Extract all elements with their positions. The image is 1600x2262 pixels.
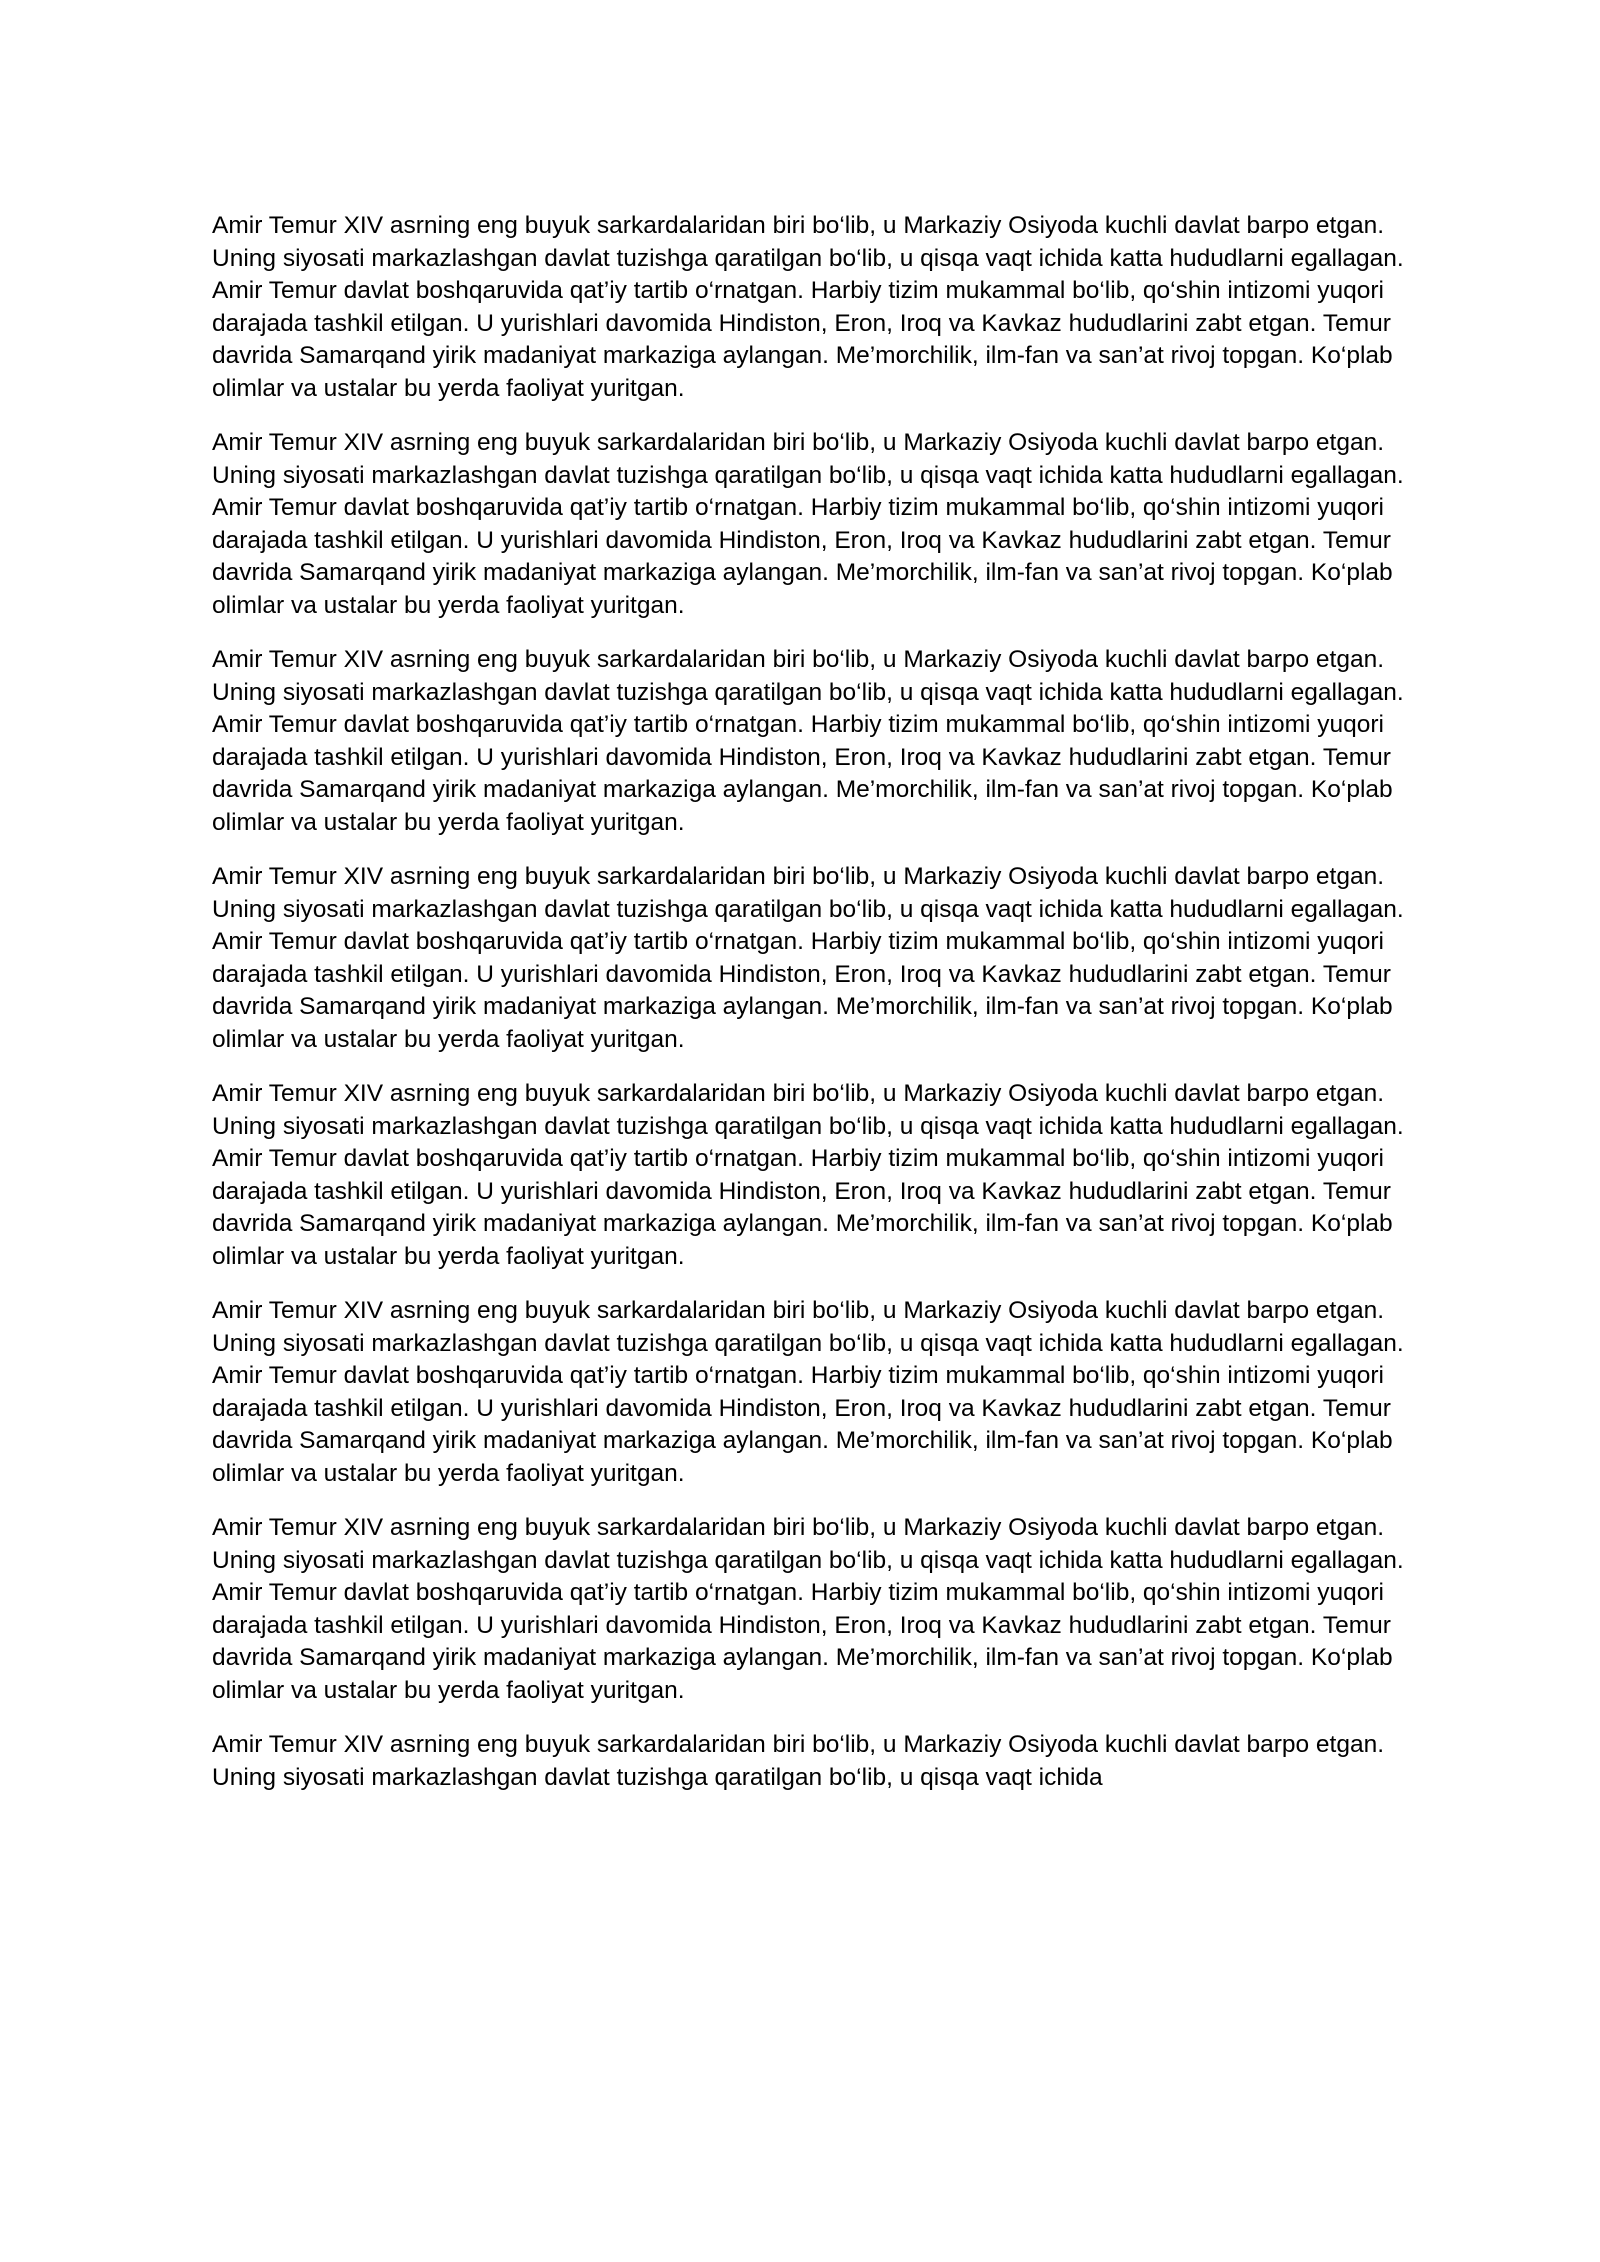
paragraph-5: Amir Temur XIV asrning eng buyuk sarkardalaridan biri bo‘lib, u Markaziy Osiyoda kuchli davlat barpo etgan. Uning siyosati markazlashgan davlat tuzishga qaratilgan bo‘lib, u qisqa vaqt ichida katta hududlarni egallagan. Amir Temur davlat boshqaruvida qat’iy tartib o‘rnatgan. Harbiy tizim mukammal bo‘lib, qo‘shin intizomi yuqori darajada tashkil etilgan. U yurishlari davomida Hindiston, Eron, Iroq va Kavkaz hududlarini zabt etgan. Temur davrida Samarqand yirik madaniyat markaziga aylangan. Me’morchilik, ilm-fan va san’at rivoj topgan. Ko‘plab olimlar va ustalar bu yerda faoliyat yuritgan. bbox=[212, 1080, 1404, 1270]
document-body bbox=[212, 210, 1412, 1816]
paragraph-2: Amir Temur XIV asrning eng buyuk sarkardalaridan biri bo‘lib, u Markaziy Osiyoda kuchli davlat barpo etgan. Uning siyosati markazlashgan davlat tuzishga qaratilgan bo‘lib, u qisqa vaqt ichida katta hududlarni egallagan. Amir Temur davlat boshqaruvida qat’iy tartib o‘rnatgan. Harbiy tizim mukammal bo‘lib, qo‘shin intizomi yuqori darajada tashkil etilgan. U yurishlari davomida Hindiston, Eron, Iroq va Kavkaz hududlarini zabt etgan. Temur davrida Samarqand yirik madaniyat markaziga aylangan. Me’morchilik, ilm-fan va san’at rivoj topgan. Ko‘plab olimlar va ustalar bu yerda faoliyat yuritgan. bbox=[212, 429, 1404, 619]
paragraph-3: Amir Temur XIV asrning eng buyuk sarkardalaridan biri bo‘lib, u Markaziy Osiyoda kuchli davlat barpo etgan. Uning siyosati markazlashgan davlat tuzishga qaratilgan bo‘lib, u qisqa vaqt ichida katta hududlarni egallagan. Amir Temur davlat boshqaruvida qat’iy tartib o‘rnatgan. Harbiy tizim mukammal bo‘lib, qo‘shin intizomi yuqori darajada tashkil etilgan. U yurishlari davomida Hindiston, Eron, Iroq va Kavkaz hududlarini zabt etgan. Temur davrida Samarqand yirik madaniyat markaziga aylangan. Me’morchilik, ilm-fan va san’at rivoj topgan. Ko‘plab olimlar va ustalar bu yerda faoliyat yuritgan. bbox=[212, 646, 1404, 836]
paragraph-7: Amir Temur XIV asrning eng buyuk sarkardalaridan biri bo‘lib, u Markaziy Osiyoda kuchli davlat barpo etgan. Uning siyosati markazlashgan davlat tuzishga qaratilgan bo‘lib, u qisqa vaqt ichida katta hududlarni egallagan. Amir Temur davlat boshqaruvida qat’iy tartib o‘rnatgan. Harbiy tizim mukammal bo‘lib, qo‘shin intizomi yuqori darajada tashkil etilgan. U yurishlari davomida Hindiston, Eron, Iroq va Kavkaz hududlarini zabt etgan. Temur davrida Samarqand yirik madaniyat markaziga aylangan. Me’morchilik, ilm-fan va san’at rivoj topgan. Ko‘plab olimlar va ustalar bu yerda faoliyat yuritgan. bbox=[212, 1514, 1404, 1704]
paragraph-4: Amir Temur XIV asrning eng buyuk sarkardalaridan biri bo‘lib, u Markaziy Osiyoda kuchli davlat barpo etgan. Uning siyosati markazlashgan davlat tuzishga qaratilgan bo‘lib, u qisqa vaqt ichida katta hududlarni egallagan. Amir Temur davlat boshqaruvida qat’iy tartib o‘rnatgan. Harbiy tizim mukammal bo‘lib, qo‘shin intizomi yuqori darajada tashkil etilgan. U yurishlari davomida Hindiston, Eron, Iroq va Kavkaz hududlarini zabt etgan. Temur davrida Samarqand yirik madaniyat markaziga aylangan. Me’morchilik, ilm-fan va san’at rivoj topgan. Ko‘plab olimlar va ustalar bu yerda faoliyat yuritgan. bbox=[212, 863, 1404, 1053]
paragraph-6: Amir Temur XIV asrning eng buyuk sarkardalaridan biri bo‘lib, u Markaziy Osiyoda kuchli davlat barpo etgan. Uning siyosati markazlashgan davlat tuzishga qaratilgan bo‘lib, u qisqa vaqt ichida katta hududlarni egallagan. Amir Temur davlat boshqaruvida qat’iy tartib o‘rnatgan. Harbiy tizim mukammal bo‘lib, qo‘shin intizomi yuqori darajada tashkil etilgan. U yurishlari davomida Hindiston, Eron, Iroq va Kavkaz hududlarini zabt etgan. Temur davrida Samarqand yirik madaniyat markaziga aylangan. Me’morchilik, ilm-fan va san’at rivoj topgan. Ko‘plab olimlar va ustalar bu yerda faoliyat yuritgan. bbox=[212, 1297, 1404, 1487]
paragraph-1: Amir Temur XIV asrning eng buyuk sarkardalaridan biri bo‘lib, u Markaziy Osiyoda kuchli davlat barpo etgan. Uning siyosati markazlashgan davlat tuzishga qaratilgan bo‘lib, u qisqa vaqt ichida katta hududlarni egallagan. Amir Temur davlat boshqaruvida qat’iy tartib o‘rnatgan. Harbiy tizim mukammal bo‘lib, qo‘shin intizomi yuqori darajada tashkil etilgan. U yurishlari davomida Hindiston, Eron, Iroq va Kavkaz hududlarini zabt etgan. Temur davrida Samarqand yirik madaniyat markaziga aylangan. Me’morchilik, ilm-fan va san’at rivoj topgan. Ko‘plab olimlar va ustalar bu yerda faoliyat yuritgan. bbox=[212, 212, 1404, 402]
paragraph-8: Amir Temur XIV asrning eng buyuk sarkardalaridan biri bo‘lib, u Markaziy Osiyoda kuchli davlat barpo etgan. Uning siyosati markazlashgan davlat tuzishga qaratilgan bo‘lib, u qisqa vaqt ichida bbox=[212, 1731, 1385, 1791]
